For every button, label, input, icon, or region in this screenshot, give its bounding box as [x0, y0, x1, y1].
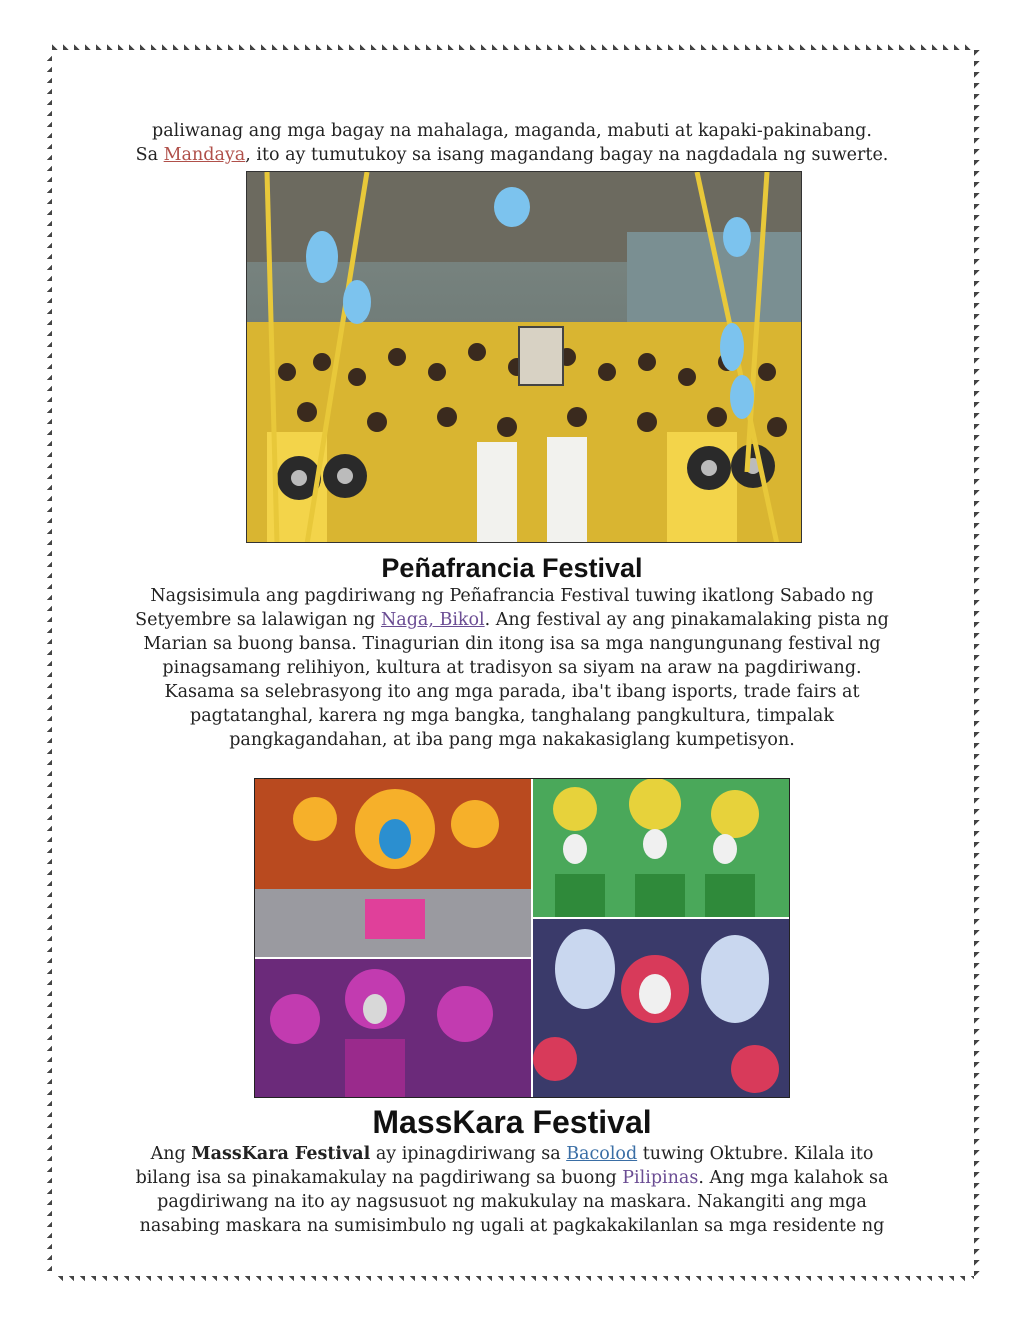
masskara-line-2-start: bilang isa sa pinakamakulay na pagdiriwang sa buong — [135, 1168, 623, 1188]
penafrancia-line-3: Marian sa buong bansa. Tinagurian din itong isa sa mga nangungunang festival ng — [143, 634, 881, 654]
masskara-line-1-start: Ang — [150, 1144, 192, 1164]
masskara-paragraph — [100, 1142, 924, 1238]
penafrancia-line-7: pangkagandahan, at iba pang mga nakakasiglang kumpetisyon. — [229, 730, 795, 750]
link-pilipinas[interactable]: Pilipinas — [622, 1168, 699, 1188]
border-right — [974, 50, 986, 1276]
masskara-line-1-end: tuwing Oktubre. Kilala ito — [637, 1144, 874, 1164]
masskara-photo-collage — [254, 778, 790, 1098]
intro-line-2-end: , ito ay tumutukoy sa isang magandang bagay na nagdadala ng suwerte. — [245, 145, 889, 165]
penafrancia-line-4: pinagsamang relihiyon, kultura at tradisyon sa siyam na araw na pagdiriwang. — [162, 658, 862, 678]
intro-line-1: paliwanag ang mga bagay na mahalaga, maganda, mabuti at kapaki-pakinabang. — [152, 121, 872, 141]
masskara-line-4: nasabing maskara na sumisimbulo ng ugali at pagkakakilanlan sa mga residente ng — [139, 1216, 885, 1236]
border-bottom — [52, 1276, 974, 1288]
penafrancia-paragraph — [100, 584, 924, 752]
intro-paragraph — [100, 119, 924, 167]
masskara-bold-name: MassKara Festival — [191, 1144, 371, 1164]
penafrancia-line-5: Kasama sa selebrasyong ito ang mga parada, iba't ibang isports, trade fairs at — [164, 682, 860, 702]
intro-line-2-start: Sa — [135, 145, 164, 165]
masskara-heading: MassKara Festival — [372, 1104, 652, 1140]
masskara-line-2-end: . Ang mga kalahok sa — [698, 1168, 889, 1188]
link-mandaya[interactable]: Mandaya — [163, 145, 246, 165]
penafrancia-line-1: Nagsisimula ang pagdiriwang ng Peñafrancia Festival tuwing ikatlong Sabado ng — [150, 586, 874, 606]
masskara-line-1-mid: ay ipinagdiriwang sa — [370, 1144, 567, 1164]
link-bacolod[interactable]: Bacolod — [566, 1144, 638, 1164]
penafrancia-photo — [246, 171, 802, 543]
penafrancia-line-2-start: Setyembre sa lalawigan ng — [135, 610, 381, 630]
border-left — [40, 50, 52, 1276]
penafrancia-heading: Peñafrancia Festival — [381, 553, 643, 583]
penafrancia-line-2-end: . Ang festival ay ang pinakamalaking pista ng — [484, 610, 889, 630]
border-top — [52, 38, 974, 50]
masskara-line-3: pagdiriwang na ito ay nagsusuot ng makukulay na maskara. Nakangiti ang mga — [157, 1192, 867, 1212]
link-naga-bikol[interactable]: Naga, Bikol — [380, 610, 485, 630]
penafrancia-line-6: pagtatanghal, karera ng mga bangka, tanghalang pangkultura, timpalak — [190, 706, 834, 726]
